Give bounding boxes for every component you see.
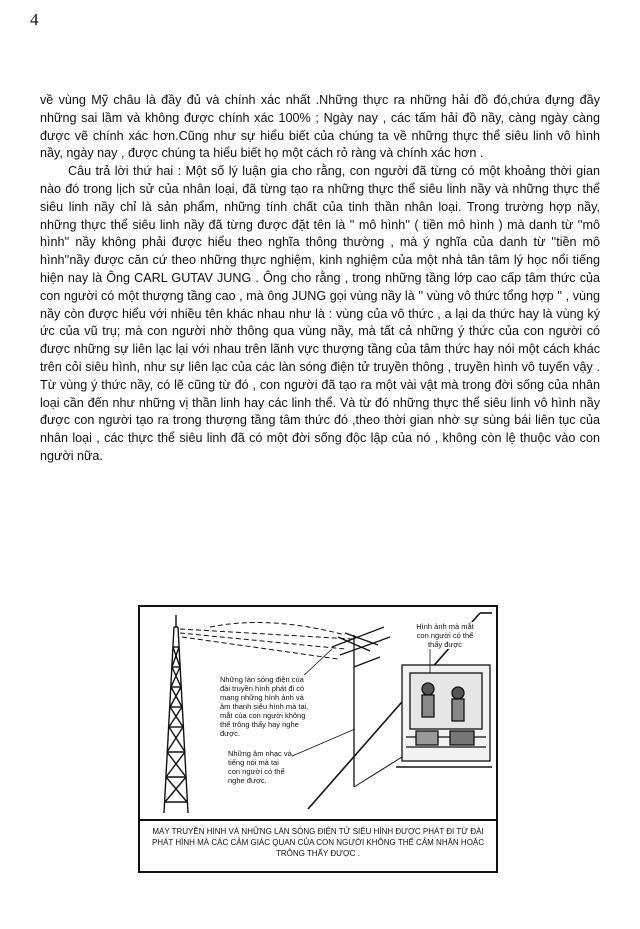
label-audible-sound: Những âm nhạc và tiếng nói mà tai con người có thể nghe được. xyxy=(228,749,292,785)
paragraph: về vùng Mỹ châu là đầy đủ và chính xác nhất .Những thực ra những hải đồ đó,chứa đựng đầy những sai lầm và không được chính xác 100% ; Ngày nay , các tấm hải đồ nầy, càng ngày càng được vẽ chính xác hơn.Cũng như sự hiểu biết của chúng ta về những thực thể siêu linh vô hình nầy, ngày nay , được chúng ta hiểu biết họ một cách rỏ ràng và chính xác hơn . xyxy=(40,93,600,161)
antenna-icon xyxy=(332,627,390,787)
illustration-figure xyxy=(138,605,498,873)
label-visible-image: Hình ảnh mà mắt con người có thể thấy được xyxy=(412,622,478,649)
paragraph: Câu trả lời thứ hai : Một số lý luận gia cho rằng, con người đã từng có một khoảng thời gian nào đó trong lịch sử của nhân loại, đã từng tạo ra những thực thể siêu linh nầy và những thực thể siêu linh nầy chỉ là sản phẩm, những tính chất của tinh thần nhân loại. Trong trường hợp nầy, những thực thể siêu linh nầy đã từng được đặt tên là '' mô hình'' ( tiền mô hình ) mà danh từ ''mô hình'' nầy không phải được hiểu theo nghĩa thông thường , mà ý nghĩa của danh từ ''tiền mô hình''nầy được căn cứ theo những thực nghiệm, kinh nghiệm của một nhà tân tâm lý học nổi tiếng hiện nay là Ông CARL GUTAV JUNG . Ông cho rằng , trong những tầng lớp cao cấp tâm thức của con người có một thượng tầng cao , mà ông JUNG gọi vùng nầy là '' vùng vô thức tổng hợp '' , vùng nầy còn được hiểu với nhiều tên khác nhau như là : vùng của vô thức , a lại da thức hay là vùng ký ức của vũ trụ; mà con người nhờ thông qua vùng nầy, mà tất cả những ý thức của con người có được những sự liên lạc lại với nhau trên lãnh vực thượng tầng của tâm thức hay nói một cách khác trên cỏi siêu hình, như sự liên lạc của các làn sóng điện tử truyền thông , truyền hình vô tuyến vậy . Từ vùng ý thức nầy, có lẽ cũng từ đó , con người đã tạo ra một vài vật mà trong đời sống của nhân loại cần đến như những vị thần linh hay các linh thể. Và từ đó những thực thể siêu linh vô hình nầy được con người tạo ra trong thượng tầng tâm thức đó ,theo thời gian nhờ sự sùng bái liên tục của nhân loại , các thực thể siêu linh đã có một đời sống độc lập của nó , không còn lệ thuộc vào con người nữa. xyxy=(40,164,600,463)
figure-caption: MÁY TRUYỀN HÌNH VÀ NHỮNG LÀN SÓNG ĐIỆN TỬ SIÊU HÌNH ĐƯỢC PHÁT ĐI TỪ ĐÀI PHÁT HÌNH MÀ CÁC CẢM GIÁC QUAN CỦA CON NGƯỜI KHÔNG THỂ CẢM NHẬN HOẶC TRÔNG THẤY ĐƯỢC . xyxy=(140,819,496,871)
broadcast-waves xyxy=(180,623,352,660)
tv-screen-scene xyxy=(402,665,490,761)
label-broadcast-waves: Những làn sóng điện của đài truyền hình phát đi có mang những hình ảnh và âm thanh siêu hình mà tai, mắt của con người không thể trông thấy hay nghe được. xyxy=(220,675,312,738)
page-number: 4 xyxy=(30,10,39,29)
broadcast-tower-icon xyxy=(164,615,188,813)
body-text xyxy=(40,92,600,466)
